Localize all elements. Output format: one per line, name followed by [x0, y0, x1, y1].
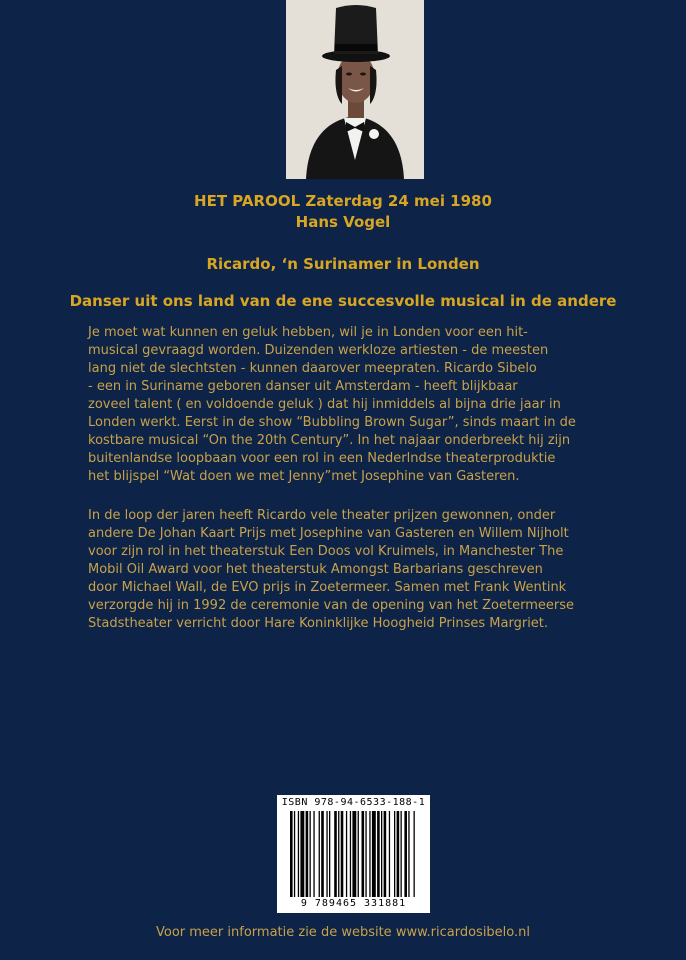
- barcode-bar: [394, 811, 395, 897]
- paragraph-line: kostbare musical “On the 20th Century”. In het najaar onderbreekt hij zijn: [88, 433, 571, 448]
- paragraph-line: voor zijn rol in het theaterstuk Een Doos vol Kruimels, in Manchester The: [88, 544, 564, 559]
- barcode-bar: [298, 811, 299, 897]
- barcode-bar: [313, 811, 314, 897]
- barcode-bar: [306, 811, 309, 897]
- barcode-bar: [369, 811, 370, 897]
- portrait-illustration: [286, 0, 424, 179]
- paragraph-line: Mobil Oil Award voor het theaterstuk Amongst Barbarians geschreven: [88, 562, 543, 577]
- barcode-bar: [358, 811, 359, 897]
- barcode-bar: [310, 811, 311, 897]
- barcode-bar: [326, 811, 327, 897]
- barcode-bar: [397, 811, 400, 897]
- barcode-bar: [414, 811, 415, 897]
- barcode-bar: [346, 811, 347, 897]
- barcode-bar: [338, 811, 339, 897]
- barcode-bar: [384, 811, 387, 897]
- paragraph-line: buitenlandse loopbaan voor een rol in een Nederlndse theaterproduktie: [88, 451, 556, 466]
- barcode-bars: [277, 795, 430, 913]
- barcode-bar: [350, 811, 351, 897]
- isbn-barcode: [277, 795, 430, 913]
- barcode-bar: [362, 811, 365, 897]
- barcode-bar: [404, 811, 407, 897]
- barcode-bar: [377, 811, 380, 897]
- barcode-bar: [294, 811, 295, 897]
- paragraph-line: In de loop der jaren heeft Ricardo vele theater prijzen gewonnen, onder: [88, 508, 556, 523]
- barcode-bar: [321, 811, 324, 897]
- barcode-bar: [389, 811, 390, 897]
- barcode-bar: [408, 811, 409, 897]
- paragraph-line: Je moet wat kunnen en geluk hebben, wil je in Londen voor een hit-: [88, 325, 528, 340]
- paragraph-line: Londen werkt. Eerst in de show “Bubbling Brown Sugar”, sinds maart in de: [88, 415, 576, 430]
- author-name: Hans Vogel: [295, 213, 391, 231]
- barcode-digits: 9 789465 331881: [300, 898, 407, 909]
- portrait-photo: [286, 0, 424, 179]
- barcode-bar: [334, 811, 337, 897]
- paragraph-line: verzorgde hij in 1992 de ceremonie van de opening van het Zoetermeerse: [88, 598, 574, 613]
- barcode-bar: [300, 811, 304, 897]
- barcode-bar: [352, 811, 356, 897]
- barcode-bar: [381, 811, 382, 897]
- paragraph-line: - een in Suriname geboren danser uit Amsterdam - heeft blijkbaar: [88, 379, 518, 394]
- barcode-bar: [290, 811, 293, 897]
- barcode-bar: [319, 811, 320, 897]
- barcode-bar: [372, 811, 376, 897]
- paragraph-line: lang niet de slechtsten - kunnen daarover meepraten. Ricardo Sibelo: [88, 361, 537, 376]
- paragraph-line: door Michael Wall, de EVO prijs in Zoetermeer. Samen met Frank Wentink: [88, 580, 567, 595]
- paragraph-line: musical gevraagd worden. Duizenden werkloze artiesten - de meesten: [88, 343, 549, 358]
- barcode-bar: [401, 811, 402, 897]
- newspaper-dateline: HET PAROOL Zaterdag 24 mei 1980: [194, 192, 492, 210]
- isbn-label: ISBN 978-94-6533-188-1: [281, 797, 426, 808]
- paragraph-2: [88, 507, 633, 633]
- article-title: Ricardo, ‘n Surinamer in Londen: [206, 255, 480, 273]
- paragraph-1: [88, 324, 633, 486]
- paragraph-line: Stadstheater verricht door Hare Koninklijke Hoogheid Prinses Margriet.: [88, 616, 549, 631]
- barcode-bar: [329, 811, 330, 897]
- website-footer: Voor meer informatie zie de website www.ricardosibelo.nl: [156, 925, 530, 940]
- barcode-bar: [365, 811, 366, 897]
- paragraph-line: andere De Johan Kaart Prijs met Josephine van Gasteren en Willem Nijholt: [88, 526, 569, 541]
- barcode-bar: [341, 811, 344, 897]
- article-subtitle: Danser uit ons land van de ene succesvolle musical in de andere: [69, 292, 617, 310]
- paragraph-line: zoveel talent ( en voldoende geluk ) dat hij inmiddels al bijna drie jaar in: [88, 397, 561, 412]
- paragraph-line: het blijspel “Wat doen we met Jenny”met Josephine van Gasteren.: [88, 469, 520, 484]
